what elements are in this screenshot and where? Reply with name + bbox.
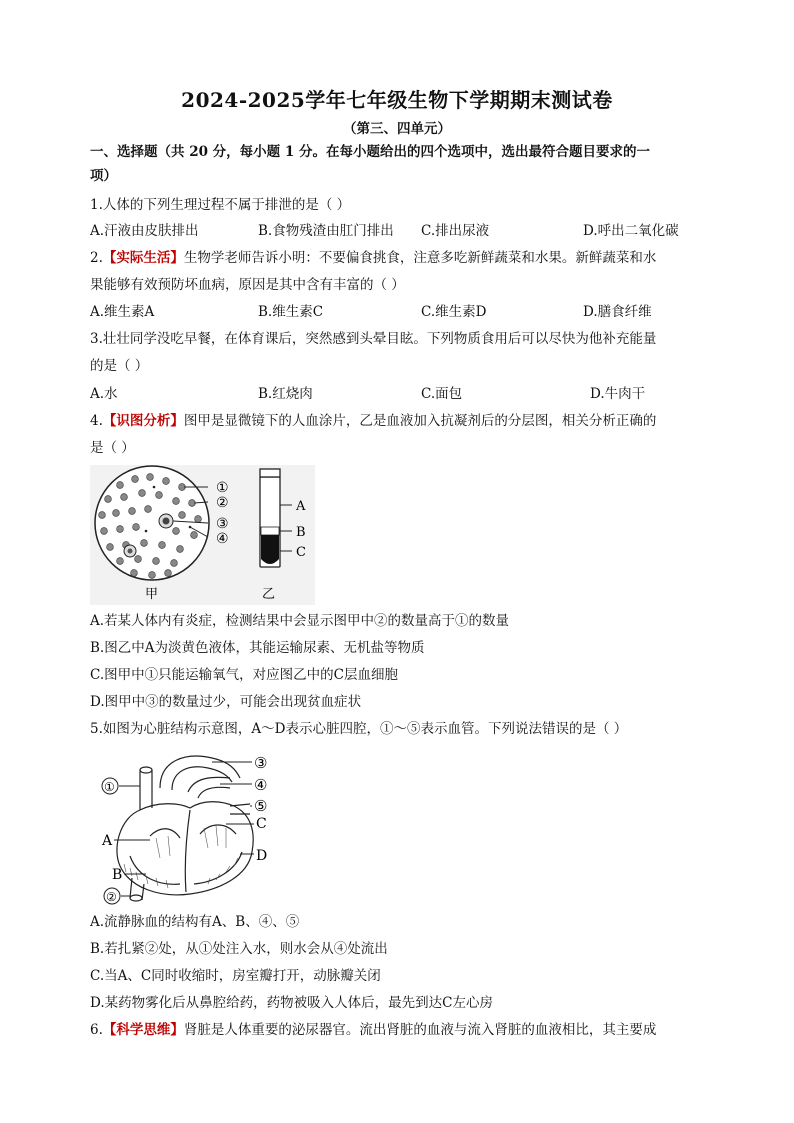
heart-label-3: ③ <box>254 754 268 772</box>
q4-number: 4. <box>90 413 103 429</box>
q2-option-c: C.维生素D <box>421 304 487 320</box>
q5-option-d: D.某药物雾化后从鼻腔给药，药物被吸入人体后，最先到达C左心房 <box>90 995 493 1011</box>
q4-stem-line2: 是（ ） <box>90 440 135 456</box>
q3-option-b: B.红烧肉 <box>258 386 313 402</box>
q6-text: 肾脏是人体重要的泌尿器官。流出肾脏的血液与流入肾脏的血液相比，其主要成 <box>183 1022 657 1038</box>
q3-stem-line2: 的是（ ） <box>90 358 149 374</box>
q6-stem-line1 <box>90 1020 710 1040</box>
heart-label-5: ⑤ <box>254 797 268 815</box>
blood-smear <box>95 466 209 580</box>
heart-label-d: D <box>256 848 268 864</box>
section-heading: 一、选择题（共 20 分，每小题 1 分。在每小题给出的四个选项中，选出最符合题目要求的一 <box>90 144 650 160</box>
page-title: 2024-2025学年七年级生物下学期期末测试卷 <box>181 88 613 112</box>
q2-option-d: D.膳食纤维 <box>583 304 652 320</box>
q4-stem-line1 <box>90 411 710 431</box>
q1-option-d: D.呼出二氧化碳 <box>583 223 679 239</box>
q4-option-b: B.图乙中A为淡黄色液体，其能运输尿素、无机盐等物质 <box>90 640 425 656</box>
q5-option-a: A.流静脉血的结构有A、B、④、⑤ <box>90 914 300 930</box>
q5-option-b: B.若扎紧②处，从①处注入水，则水会从④处流出 <box>90 941 388 957</box>
heart-texture <box>124 826 238 888</box>
q2-text: 生物学老师告诉小明：不要偏食挑食，注意多吃新鲜蔬菜和水果。新鲜蔬菜和水 <box>183 250 657 266</box>
heart-label-2: ② <box>106 890 117 904</box>
heart-label-b: B <box>112 867 123 883</box>
heart-label-4: ④ <box>254 776 268 794</box>
q3-option-c: C.面包 <box>421 386 463 402</box>
q1-option-a: A.汗液由皮肤排出 <box>90 223 199 239</box>
q3-option-d: D.牛肉干 <box>590 386 646 402</box>
caption-yi: 乙 <box>262 587 276 602</box>
q4-option-a: A.若某人体内有炎症，检测结果中会显示图甲中②的数量高于①的数量 <box>90 613 510 629</box>
q6-number: 6. <box>90 1022 103 1038</box>
q3-option-a: A.水 <box>90 386 118 402</box>
heart-label-1: ① <box>104 780 115 794</box>
q2-stem-line2: 果能够有效预防坏血病，原因是其中含有丰富的（ ） <box>90 277 405 293</box>
q2-tag: 【实际生活】 <box>102 250 184 266</box>
q2-number: 2. <box>90 250 103 266</box>
tube-label-c: C <box>296 545 306 560</box>
q2-option-b: B.维生素C <box>258 304 324 320</box>
q1-option-c: C.排出尿液 <box>421 223 490 239</box>
page-subtitle: （第三、四单元） <box>343 121 451 137</box>
blood-figure <box>90 465 315 605</box>
heart-label-c: C <box>256 816 267 832</box>
tube-label-a: A <box>296 499 306 514</box>
q1-option-b: B.食物残渣由肛门排出 <box>258 223 394 239</box>
caption-jia: 甲 <box>145 587 159 602</box>
q5-option-c: C.当A、C同时收缩时，房室瓣打开，动脉瓣关闭 <box>90 968 381 984</box>
q4-text: 图甲是显微镜下的人血涂片，乙是血液加入抗凝剂后的分层图，相关分析正确的 <box>183 413 657 429</box>
blood-cell-layer <box>261 535 279 564</box>
label-1: ① <box>216 480 229 496</box>
section-heading-cont: 项） <box>90 168 117 184</box>
q4-tag: 【识图分析】 <box>102 413 184 429</box>
q5-stem: 5.如图为心脏结构示意图，A～D表示心脏四腔，①～⑤表示血管。下列说法错误的是（ ） <box>90 721 628 737</box>
heart-figure <box>90 748 285 908</box>
label-4: ④ <box>216 531 229 547</box>
q3-stem-line1: 3.壮壮同学没吃早餐，在体育课后，突然感到头晕目眩。下列物质食用后可以尽快为他补充能量 <box>90 331 657 347</box>
q4-option-c: C.图甲中①只能运输氧气，对应图乙中的C层血细胞 <box>90 667 398 683</box>
q2-option-a: A.维生素A <box>90 304 155 320</box>
label-3: ③ <box>216 516 229 532</box>
heart-outline <box>117 756 253 901</box>
q4-option-d: D.图甲中③的数量过少，可能会出现贫血症状 <box>90 694 362 710</box>
tube-label-b: B <box>296 525 306 540</box>
q1-stem: 1.人体的下列生理过程不属于排泄的是（ ） <box>90 197 351 213</box>
q6-tag: 【科学思维】 <box>102 1022 184 1038</box>
heart-label-a: A <box>102 833 113 849</box>
label-2: ② <box>216 495 229 511</box>
q2-stem-line1 <box>90 248 710 268</box>
